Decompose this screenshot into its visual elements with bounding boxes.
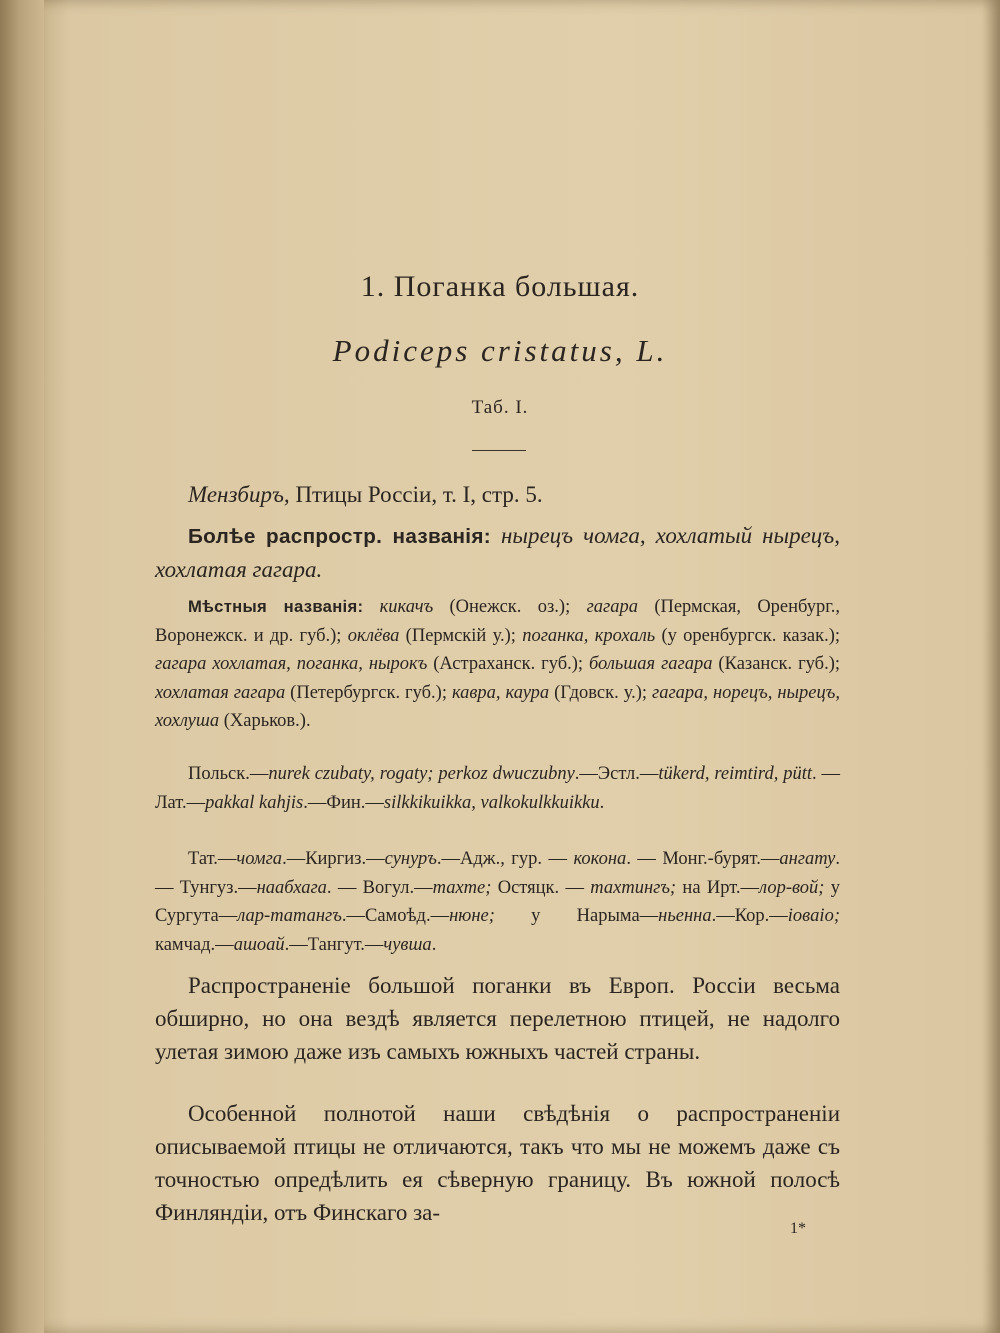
local-names-segment: (Петербургск. губ.); [285,682,452,703]
local-names-segment: кавра, каура [451,682,550,703]
asian-names-segment: у Сургута— [155,877,840,926]
foreign-names-segment: .—Эстл.— [574,764,659,784]
foreign-names-segment: pakkal kahjis [205,792,304,813]
asian-names-segment: . [431,934,437,955]
species-title: 1. Поганка большая. [360,270,640,303]
asian-names-segment: .—Тангут.— [284,934,384,955]
asian-names-segment: . — Вогул.— [326,877,433,898]
local-names-segment: гагара, норецъ, нырецъ, хохлуша [155,682,840,731]
asian-names-segment: нюне; [449,906,495,926]
asian-names-segment: у Нарыма— [494,906,659,926]
foreign-names-segment: tükerd, reimtird, pütt [658,764,812,784]
common-names [155,519,840,586]
asian-names-segment: .—Киргиз.— [282,849,385,869]
local-names-segment: (Пермская, Оренбург., Воронежск. и др. губ.); [155,597,841,646]
asian-names-segment: чувша [383,934,432,955]
asian-names-segment: ioвaio; [787,906,840,926]
page-edge-shadow [982,0,1000,1333]
asian-names-segment: .—Адж., гур. — [436,849,574,869]
divider-rule [472,450,526,451]
body-paragraph-1: Распространеніе большой поганки въ Европ. Россіи весьма обширно, но она вездѣ является перелетною птицей, не надолго улетая зимою даже изъ самыхъ южныхъ частей страны. [155,973,840,1064]
asian-names-segment: на Ирт.— [676,877,760,898]
asian-names-segment: . — Монг.-бурят.— [626,849,780,869]
asian-names-segment: чомга [236,849,283,869]
asian-names-segment: Тат.— [188,849,237,869]
body-paragraph-2: Особенной полнотой наши свѣдѣнія о распространеніи описываемой птицы не отличаются, такъ что мы не можемъ даже съ точностью опредѣлить ея сѣверную границу. Въ южной полосѣ Финляндіи, отъ Финскаго за- [155,1101,840,1225]
foreign-names-segment: . — Лат.— [155,764,841,813]
foreign-names-segment: nurek czubaty, rogaty; perkoz dwuczubny [268,764,575,784]
local-names-segment: (Онежск. оз.); [433,597,587,617]
local-names-segment: (у оренбургск. казак.); [655,625,840,646]
asian-names-segment: тахте; [432,877,492,898]
asian-names-segment: сунуръ [384,849,437,869]
local-names-segment: большая гагара [589,654,713,674]
plate-reference: Таб. I. [471,397,529,418]
foreign-names-segment: .—Фин.— [303,792,384,813]
local-names-segment: гагара хохлатая, поганка, нырокъ [155,654,428,674]
local-names-segment: (Харьков.). [219,711,311,731]
asian-names-segment: лар-татангъ [237,906,342,926]
local-names-segment: гагара [586,597,638,617]
reference-details: Птицы Россіи, т. I, стр. 5. [289,482,543,507]
asian-names [155,845,840,959]
local-names-label: Мѣстныя названія: [188,597,364,616]
asian-names-segment: наабхага [256,877,327,898]
foreign-names [155,760,840,817]
local-names-segment: хохлатая гагара [155,682,286,703]
local-names-segment: (Астраханск. губ.); [427,654,589,674]
common-names-list: нырецъ чомга, хохлатый нырецъ, хохлатая гагара. [155,523,840,582]
latin-name: Podiceps cristatus, L. [332,333,668,368]
page-number: 1* [790,1220,806,1237]
asian-names-segment: ашоай [233,934,285,955]
asian-names-segment: тахтингъ; [590,877,677,898]
local-names-segment: оклёва [347,625,400,646]
asian-names-segment: лор-вой; [759,877,825,898]
foreign-names-segment: Польск.— [188,764,269,784]
asian-names-segment: . — Тунгуз.— [155,849,840,898]
asian-names-segment: Остяцк. — [491,877,591,898]
literature-reference [155,478,840,511]
local-names-segment: (Казанск. губ.); [712,654,840,674]
foreign-names-segment: . [599,792,605,813]
common-names-label: Болѣе распростр. названія: [188,525,491,548]
asian-names-segment: ангату [779,849,836,869]
asian-names-segment: ньенна [658,906,712,926]
book-spine-shadow [0,0,44,1333]
local-names-segment: (Гдовск. у.); [549,682,652,703]
foreign-names-segment: silkkikuikka, valkokulkkuikku [383,792,600,813]
local-names-segment: (Пермскій у.); [399,625,523,646]
asian-names-segment: .—Кор.— [711,906,788,926]
reference-author: Мензбиръ, [188,482,290,507]
local-names [155,593,840,736]
asian-names-segment: кокона [573,849,627,869]
local-names-segment: кикачъ [379,597,434,617]
local-names-segment: поганка, крохаль [522,625,656,646]
asian-names-segment: .—Самоѣд.— [341,906,450,926]
asian-names-segment: камчад.— [155,934,234,955]
